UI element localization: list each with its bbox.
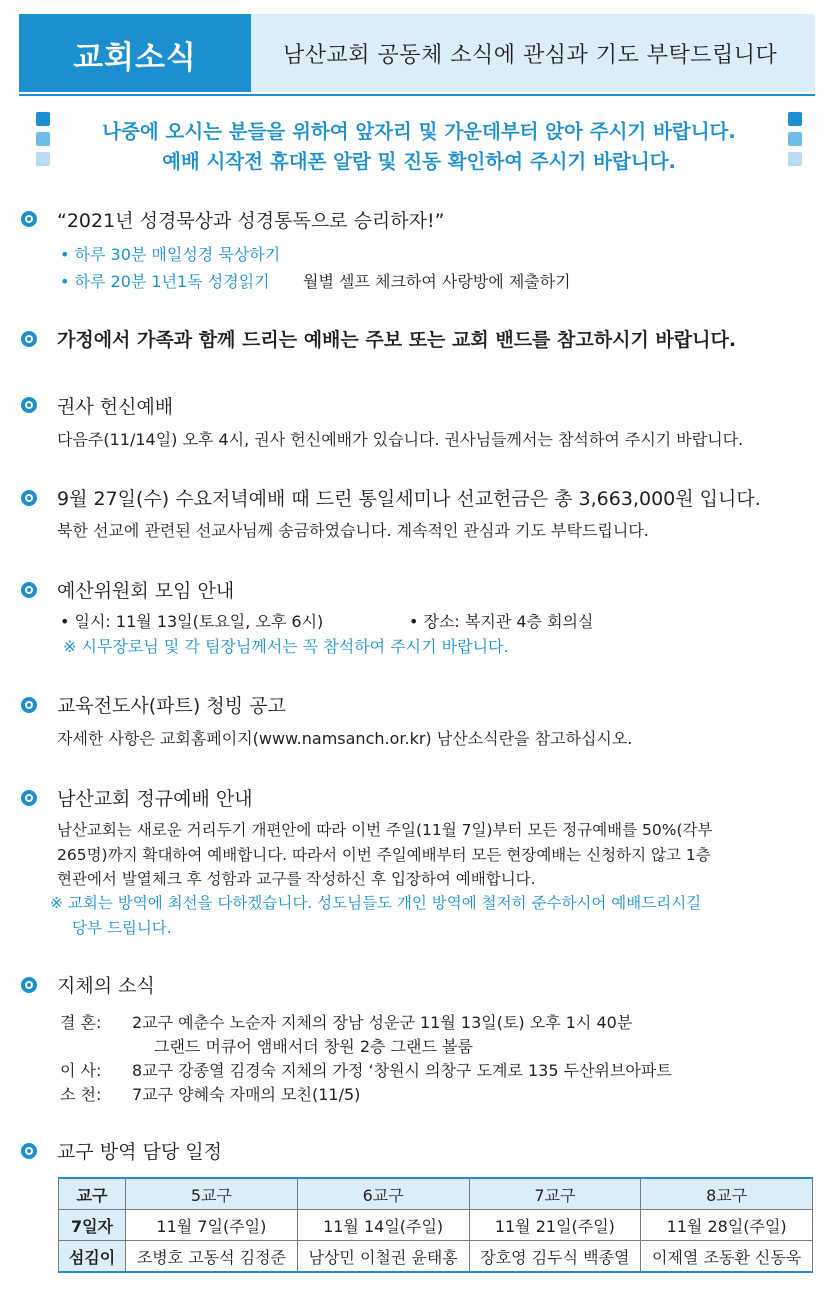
page-subtitle: 남산교회 공동체 소식에 관심과 기도 부탁드립니다 xyxy=(283,43,778,68)
table-row xyxy=(59,1210,813,1241)
table-row-label: 섬김이 xyxy=(59,1241,126,1273)
bible-item-1: • 하루 30분 매일성경 묵상하기 xyxy=(60,245,281,264)
worship-title: 남산교회 정규예배 안내 xyxy=(57,788,253,810)
mission-body: 북한 선교에 관련된 선교사님께 송금하였습니다. 계속적인 관심과 기도 부탁드립니다. xyxy=(57,521,649,540)
notice-line-1: 나중에 오시는 분들을 위하여 앞자리 및 가운데부터 앉아 주시기 바랍니다. xyxy=(102,120,736,143)
table-header-cell: 교구 xyxy=(59,1178,126,1210)
worship-line-2: 265명)까지 확대하여 예배합니다. 따라서 이번 주일예배부터 모든 현장예배는 신청하지 않고 1층 xyxy=(57,846,711,864)
header-bar xyxy=(19,14,815,92)
header-divider xyxy=(19,94,815,96)
worship-note-1: ※ 교회는 방역에 최선을 다하겠습니다. 성도님들도 개인 방역에 철저히 준수하시어 예배드리시길 xyxy=(50,894,702,912)
schedule-title: 교구 방역 담당 일정 xyxy=(57,1141,222,1163)
header-subtitle-box xyxy=(251,14,815,92)
header-title-box xyxy=(19,14,251,92)
table-cell: 11월 14일(주일) xyxy=(297,1210,469,1241)
bible-item-2-note: 월별 셀프 체크하여 사랑방에 제출하기 xyxy=(303,272,571,291)
table-row xyxy=(59,1241,813,1273)
table-header-cell: 7교구 xyxy=(469,1178,641,1210)
table-cell: 11월 28일(주일) xyxy=(641,1210,813,1241)
table-cell: 이제열 조동환 신동욱 xyxy=(641,1241,813,1273)
family-worship-title: 가정에서 가족과 함께 드리는 예배는 주보 또는 교회 밴드를 참고하시기 바랍니다. xyxy=(57,329,737,351)
bible-title: “2021년 성경묵상과 성경통독으로 승리하자!” xyxy=(57,210,445,232)
bullet-icon xyxy=(21,211,37,227)
bullet-icon xyxy=(21,397,37,413)
wedding-label: 결 혼: xyxy=(60,1013,102,1032)
notice-box xyxy=(36,112,802,174)
members-title: 지체의 소식 xyxy=(57,975,155,997)
page-title: 교회소식 xyxy=(73,40,197,76)
table-cell: 조병호 고동석 김정준 xyxy=(126,1241,298,1273)
mission-title: 9월 27일(수) 수요저녁예배 때 드린 통일세미나 선교헌금은 총 3,663,000원 입니다. xyxy=(57,488,761,510)
death-line: 7교구 양혜숙 자매의 모친(11/5) xyxy=(132,1085,361,1104)
bullet-icon xyxy=(21,490,37,506)
table-cell: 남상민 이철권 윤태홍 xyxy=(297,1241,469,1273)
kwonsa-title: 권사 헌신예배 xyxy=(57,396,174,418)
table-row xyxy=(59,1178,813,1210)
bullet-icon xyxy=(21,1143,37,1159)
budget-place: • 장소: 복지관 4층 회의실 xyxy=(409,612,594,631)
recruit-body: 자세한 사항은 교회홈페이지(www.namsanch.or.kr) 남산소식란을 참고하십시오. xyxy=(57,729,633,748)
wedding-line-2: 그랜드 머큐어 앰배서더 창원 2층 그랜드 볼룸 xyxy=(154,1037,473,1056)
table-cell: 11월 21일(주일) xyxy=(469,1210,641,1241)
table-cell: 장호영 김두식 백종열 xyxy=(469,1241,641,1273)
bullet-icon xyxy=(21,582,37,598)
move-line: 8교구 강종열 김경숙 지체의 가정 ‘창원시 의창구 도계로 135 두산위브아파트 xyxy=(132,1061,672,1080)
kwonsa-body: 다음주(11/14일) 오후 4시, 권사 헌신예배가 있습니다. 권사님들께서는 참석하여 주시기 바랍니다. xyxy=(57,430,744,449)
budget-note: ※ 시무장로님 및 각 팀장님께서는 꼭 참석하여 주시기 바랍니다. xyxy=(63,637,509,656)
worship-line-1: 남산교회는 새로운 거리두기 개편안에 따라 이번 주일(11월 7일)부터 모든 정규예배를 50%(각부 xyxy=(57,821,713,839)
bullet-icon xyxy=(21,790,37,806)
table-header-cell: 5교구 xyxy=(126,1178,298,1210)
recruit-title: 교육전도사(파트) 청빙 공고 xyxy=(57,695,286,717)
table-row-label: 7일자 xyxy=(59,1210,126,1241)
budget-date: • 일시: 11월 13일(토요일, 오후 6시) xyxy=(60,612,324,631)
table-cell: 11월 7일(주일) xyxy=(126,1210,298,1241)
notice-line-2: 예배 시작전 휴대폰 알람 및 진동 확인하여 주시기 바랍니다. xyxy=(162,150,676,173)
worship-note-2: 당부 드립니다. xyxy=(72,919,172,937)
bullet-icon xyxy=(21,977,37,993)
schedule-table xyxy=(58,1177,813,1273)
move-label: 이 사: xyxy=(60,1061,102,1080)
death-label: 소 천: xyxy=(60,1085,102,1104)
wedding-line-1: 2교구 예춘수 노순자 지체의 장남 성운군 11월 13일(토) 오후 1시 40분 xyxy=(132,1013,633,1032)
worship-line-3: 현관에서 발열체크 후 성함과 교구를 작성하신 후 입장하여 예배합니다. xyxy=(57,870,536,888)
bullet-icon xyxy=(21,697,37,713)
budget-title: 예산위원회 모임 안내 xyxy=(57,580,235,602)
bible-item-2: • 하루 20분 1년1독 성경읽기 xyxy=(60,272,270,291)
table-header-cell: 6교구 xyxy=(297,1178,469,1210)
table-header-cell: 8교구 xyxy=(641,1178,813,1210)
bullet-icon xyxy=(21,331,37,347)
